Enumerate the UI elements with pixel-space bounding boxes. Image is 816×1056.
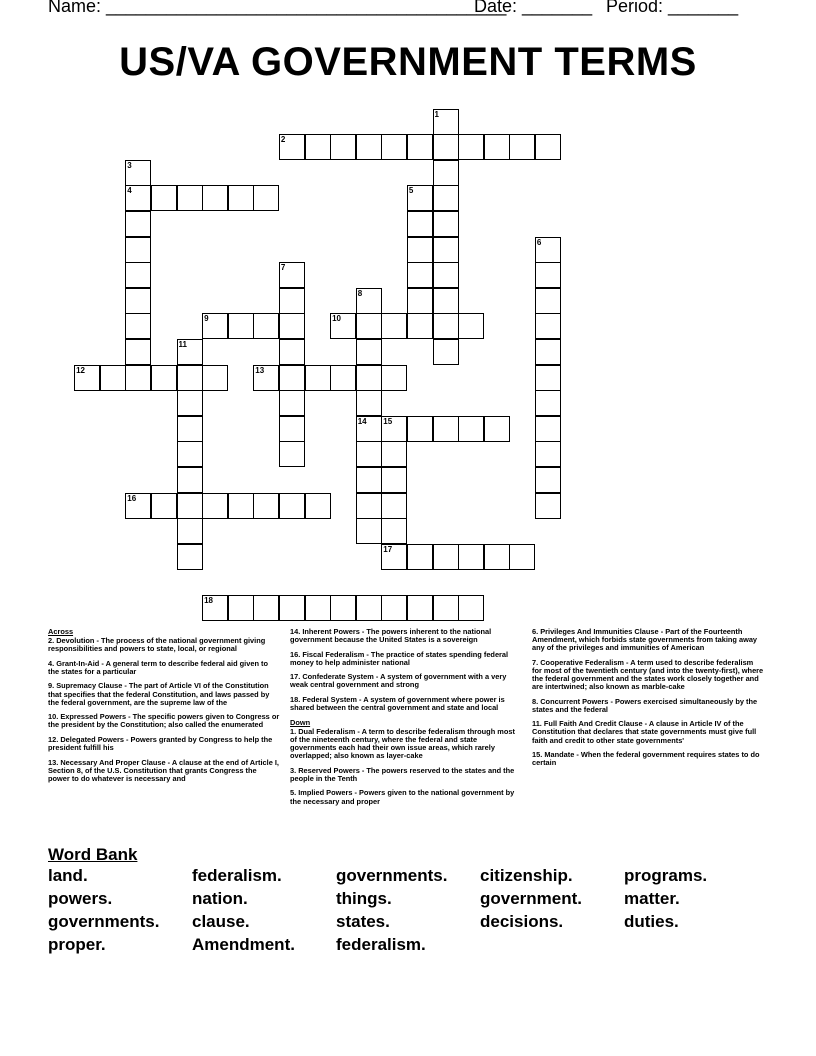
- clue-number: 15: [383, 416, 393, 426]
- word-bank-item: states.: [336, 912, 390, 931]
- clue-down-1: 1. Dual Federalism - A term to describe federalism through most of the nineteenth century, where the federal and state governments each had their own issue areas, which rarely overlapped; also known as layer-cake: [290, 726, 515, 761]
- crossword-cell[interactable]: [305, 134, 331, 160]
- crossword-cell[interactable]: [484, 544, 510, 570]
- crossword-cell[interactable]: [458, 416, 484, 442]
- crossword-cell[interactable]: [433, 544, 459, 570]
- crossword-cell[interactable]: [279, 595, 305, 621]
- crossword-cell[interactable]: [177, 365, 203, 391]
- word-bank-item: governments.: [336, 866, 448, 885]
- crossword-cell[interactable]: [279, 262, 305, 288]
- crossword-cell[interactable]: [279, 390, 305, 416]
- crossword-cell[interactable]: [228, 493, 254, 519]
- crossword-cell[interactable]: [433, 339, 459, 365]
- clue-number: 17: [383, 544, 393, 554]
- crossword-cell[interactable]: [177, 493, 203, 519]
- crossword-cell[interactable]: [279, 416, 305, 442]
- crossword-cell[interactable]: [484, 416, 510, 442]
- crossword-cell[interactable]: [330, 595, 356, 621]
- clue-across-2: 2. Devolution - The process of the national government giving responsibilities and powers to state, local, or regional: [48, 636, 266, 654]
- word-bank-item: federalism.: [336, 935, 426, 954]
- crossword-cell[interactable]: [458, 595, 484, 621]
- crossword-cell[interactable]: [177, 390, 203, 416]
- clue-number: 14: [357, 416, 367, 426]
- crossword-cell[interactable]: [253, 365, 279, 391]
- crossword-cell[interactable]: [535, 288, 561, 314]
- crossword-cell[interactable]: [279, 134, 305, 160]
- crossword-cell[interactable]: [535, 441, 561, 467]
- name-field: Name: ________________________________________: [48, 0, 507, 16]
- crossword-cell[interactable]: [356, 288, 382, 314]
- across-heading: Across: [48, 627, 74, 636]
- crossword-cell[interactable]: [177, 416, 203, 442]
- clue-number: 18: [204, 595, 213, 605]
- crossword-cell[interactable]: [535, 262, 561, 288]
- crossword-cell[interactable]: [177, 518, 203, 544]
- crossword-cell[interactable]: [125, 211, 151, 237]
- crossword-cell[interactable]: [356, 134, 382, 160]
- crossword-cell[interactable]: [535, 365, 561, 391]
- crossword-cell[interactable]: [381, 441, 407, 467]
- clue-number: 9: [204, 314, 209, 324]
- crossword-cell[interactable]: [279, 339, 305, 365]
- crossword-cell[interactable]: [458, 313, 484, 339]
- crossword-cell[interactable]: [100, 365, 126, 391]
- crossword-cell[interactable]: [305, 595, 331, 621]
- crossword-cell[interactable]: [407, 262, 433, 288]
- clue-number: 16: [127, 493, 137, 503]
- clue-number: 11: [178, 339, 187, 349]
- crossword-cell[interactable]: [279, 441, 305, 467]
- clue-number: 6: [536, 237, 542, 247]
- word-bank: [48, 866, 768, 958]
- word-bank-item: Amendment.: [192, 935, 295, 954]
- crossword-cell[interactable]: [433, 109, 459, 135]
- crossword-cell[interactable]: [253, 493, 279, 519]
- crossword-cell[interactable]: [381, 313, 407, 339]
- crossword-cell[interactable]: [535, 134, 561, 160]
- crossword-cell[interactable]: [381, 134, 407, 160]
- crossword-cell[interactable]: [433, 185, 459, 211]
- crossword-cell[interactable]: [356, 467, 382, 493]
- crossword-cell[interactable]: [202, 365, 228, 391]
- crossword-cell[interactable]: [381, 467, 407, 493]
- crossword-cell[interactable]: [253, 313, 279, 339]
- crossword-cell[interactable]: [279, 288, 305, 314]
- clue-down-15: 15. Mandate - When the federal government requires states to do certain: [532, 750, 760, 768]
- crossword-cell[interactable]: [177, 441, 203, 467]
- crossword-cell[interactable]: [433, 595, 459, 621]
- word-bank-item: things.: [336, 889, 392, 908]
- word-bank-item: clause.: [192, 912, 250, 931]
- crossword-cell[interactable]: [407, 416, 433, 442]
- word-bank-item: decisions.: [480, 912, 564, 931]
- clue-number: 1: [434, 109, 439, 119]
- crossword-cell[interactable]: [202, 493, 228, 519]
- word-bank-item: land.: [48, 866, 88, 885]
- crossword-cell[interactable]: [151, 365, 177, 391]
- crossword-cell[interactable]: [535, 390, 561, 416]
- crossword-cell[interactable]: [279, 313, 305, 339]
- crossword-cell[interactable]: [535, 416, 561, 442]
- crossword-cell[interactable]: [125, 493, 151, 519]
- crossword-cell[interactable]: [125, 365, 151, 391]
- crossword-cell[interactable]: [125, 237, 151, 263]
- crossword-cell[interactable]: [305, 493, 331, 519]
- crossword-cell[interactable]: [381, 595, 407, 621]
- crossword-cell[interactable]: [125, 160, 151, 186]
- crossword-cell[interactable]: [125, 262, 151, 288]
- down-heading: Down: [290, 717, 311, 727]
- crossword-cell[interactable]: [356, 365, 382, 391]
- clue-number: 12: [76, 365, 85, 375]
- crossword-cell[interactable]: [177, 185, 203, 211]
- crossword-cell[interactable]: [125, 313, 151, 339]
- clue-number: 8: [357, 288, 363, 298]
- crossword-cell[interactable]: [177, 544, 203, 570]
- crossword-cell[interactable]: [74, 365, 100, 391]
- clue-down-7: 7. Cooperative Federalism - A term used to describe federalism for most of the twentieth century (and into the twenty-first), where the federal government and the states work closely together and are intertwined; also known as marble-cake: [532, 657, 764, 692]
- crossword-cell[interactable]: [509, 134, 535, 160]
- clue-number: 4: [127, 186, 132, 196]
- clue-number: 5: [408, 186, 414, 196]
- clues-column-1: [48, 628, 280, 789]
- crossword-cell[interactable]: [330, 134, 356, 160]
- crossword-cell[interactable]: [407, 313, 433, 339]
- clue-across-10: 10. Expressed Powers - The specific powers given to Congress or the president by the Constitution; also called the enumerated: [48, 712, 280, 730]
- crossword-cell[interactable]: [125, 288, 151, 314]
- word-bank-item: nation.: [192, 889, 248, 908]
- page-title: US/VA GOVERNMENT TERMS: [119, 40, 697, 84]
- crossword-cell[interactable]: [433, 262, 459, 288]
- clue-down-11: 11. Full Faith And Credit Clause - A clause in Article IV of the Constitution that declares that state governments must give full faith and credit to other state governments': [532, 719, 757, 745]
- crossword-cell[interactable]: [407, 544, 433, 570]
- word-bank-item: powers.: [48, 889, 113, 908]
- date-field: Date: _______: [474, 0, 593, 16]
- word-bank-item: proper.: [48, 935, 106, 954]
- crossword-cell[interactable]: [433, 160, 459, 186]
- crossword-cell[interactable]: [228, 185, 254, 211]
- crossword-cell[interactable]: [458, 544, 484, 570]
- crossword-cell[interactable]: [330, 313, 356, 339]
- crossword-cell[interactable]: [535, 467, 561, 493]
- crossword-cell[interactable]: [535, 237, 561, 263]
- clue-down-3: 3. Reserved Powers - The powers reserved to the states and the people in the Tenth: [290, 765, 515, 783]
- clue-across-9: 9. Supremacy Clause - The part of Article VI of the Constitution that specifies that the federal Constitution, and laws passed by the federal government, are the supreme law of the: [48, 681, 270, 707]
- clue-across-12: 12. Delegated Powers - Powers granted by Congress to help the president fulfill his: [48, 734, 273, 753]
- clue-across-13: 13. Necessary And Proper Clause - A clause at the end of Article I, Section 8, of the U.S. Constitution that grants Congress the power to do whatever is necessary and: [48, 757, 279, 783]
- crossword-cell[interactable]: [202, 185, 228, 211]
- crossword-cell[interactable]: [433, 211, 459, 237]
- clue-across-16: 16. Fiscal Federalism - The practice of states spending federal money to help administer national: [290, 649, 509, 667]
- crossword-cell[interactable]: [433, 237, 459, 263]
- crossword-cell[interactable]: [535, 493, 561, 519]
- word-bank-item: programs.: [624, 866, 708, 885]
- crossword-cell[interactable]: [458, 134, 484, 160]
- crossword-cell[interactable]: [381, 416, 407, 442]
- crossword-cell[interactable]: [407, 288, 433, 314]
- clue-number: 10: [332, 314, 341, 324]
- clue-across-18: 18. Federal System - A system of government where power is shared between the central government and state and local: [290, 695, 505, 713]
- crossword-cell[interactable]: [535, 313, 561, 339]
- crossword-cell[interactable]: [407, 185, 433, 211]
- word-bank-title: Word Bank: [48, 845, 138, 864]
- clue-across-17: 17. Confederate System - A system of government with a very weak central government and strong: [290, 672, 507, 690]
- crossword-cell[interactable]: [279, 365, 305, 391]
- clues-column-3: [532, 628, 764, 774]
- crossword-cell[interactable]: [356, 339, 382, 365]
- crossword-cell[interactable]: [228, 313, 254, 339]
- crossword-cell[interactable]: [381, 365, 407, 391]
- crossword-cell[interactable]: [433, 313, 459, 339]
- crossword-cell[interactable]: [509, 544, 535, 570]
- word-bank-item: government.: [480, 889, 583, 908]
- crossword-cell[interactable]: [151, 493, 177, 519]
- crossword-cell[interactable]: [407, 237, 433, 263]
- crossword-cell[interactable]: [177, 339, 203, 365]
- crossword-cell[interactable]: [356, 595, 382, 621]
- crossword-cell[interactable]: [125, 185, 151, 211]
- clue-down-6: 6. Privileges And Immunities Clause - Part of the Fourteenth Amendment, which forbids state governments from taking away any of the privileges and immunities of American: [532, 627, 758, 653]
- crossword-cell[interactable]: [407, 211, 433, 237]
- word-bank-item: governments.: [48, 912, 160, 931]
- crossword-cell[interactable]: [202, 313, 228, 339]
- crossword-cell[interactable]: [356, 390, 382, 416]
- crossword-cell[interactable]: [433, 288, 459, 314]
- word-bank-item: federalism.: [192, 866, 282, 885]
- crossword-cell[interactable]: [356, 416, 382, 442]
- clue-down-5: 5. Implied Powers - Powers given to the national government by the necessary and proper: [290, 788, 515, 806]
- clue-across-4: 4. Grant-In-Aid - A general term to describe federal aid given to the states for a particular: [48, 658, 268, 676]
- clue-down-8: 8. Concurrent Powers - Powers exercised simultaneously by the states and the federal: [532, 696, 758, 714]
- crossword-cell[interactable]: [381, 518, 407, 544]
- clue-number: 7: [280, 263, 286, 273]
- crossword-cell[interactable]: [305, 365, 331, 391]
- clue-number: 2: [280, 135, 286, 145]
- crossword-cell[interactable]: [407, 595, 433, 621]
- crossword-cell[interactable]: [484, 134, 510, 160]
- crossword-cell[interactable]: [125, 339, 151, 365]
- period-field: Period: _______: [606, 0, 739, 16]
- crossword-cell[interactable]: [279, 493, 305, 519]
- crossword-cell[interactable]: [381, 493, 407, 519]
- crossword-cell[interactable]: [433, 134, 459, 160]
- crossword-cell[interactable]: [356, 441, 382, 467]
- clue-across-14: 14. Inherent Powers - The powers inherent to the national government because the United States is a sovereign: [290, 627, 492, 645]
- crossword-cell[interactable]: [535, 339, 561, 365]
- crossword-cell[interactable]: [228, 595, 254, 621]
- clue-number: 3: [127, 160, 132, 170]
- crossword-cell[interactable]: [356, 493, 382, 519]
- crossword-cell[interactable]: [356, 313, 382, 339]
- crossword-cell[interactable]: [253, 185, 279, 211]
- crossword-cell[interactable]: [253, 595, 279, 621]
- word-bank-item: matter.: [624, 889, 680, 908]
- crossword-cell[interactable]: [407, 134, 433, 160]
- crossword-cell[interactable]: [177, 467, 203, 493]
- clues-column-2: [290, 628, 522, 812]
- crossword-cell[interactable]: [433, 416, 459, 442]
- word-bank-item: citizenship.: [480, 866, 573, 885]
- crossword-cell[interactable]: [356, 518, 382, 544]
- crossword-cell[interactable]: [381, 544, 407, 570]
- clue-number: 13: [255, 365, 265, 375]
- word-bank-item: duties.: [624, 912, 679, 931]
- crossword-cell[interactable]: [202, 595, 228, 621]
- crossword-cell[interactable]: [330, 365, 356, 391]
- crossword-cell[interactable]: [151, 185, 177, 211]
